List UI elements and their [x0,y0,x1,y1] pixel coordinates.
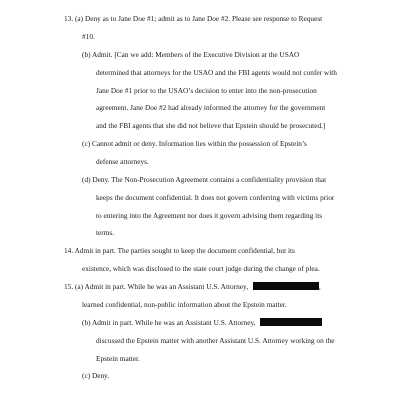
item-13d-cont-1: keeps the document confidential. It does not govern conferring with victims prior [96,193,335,202]
item-14-cont: existence, which was disclosed to the state court judge during the change of plea. [82,264,320,273]
item-13b-cont-3: agreement. Jane Doe #2 had already informed the attorney for the government [96,103,326,112]
item-15b-cont-1: discussed the Epstein matter with another Assistant U.S. Attorney working on the [96,336,335,345]
redaction-box [253,282,319,290]
item-15b [82,318,322,327]
item-13b: (b) Admit. [Can we add: Members of the Executive Division at the USAO [82,50,300,59]
item-13d: (d) Deny. The Non-Prosecution Agreement contains a confidentiality provision that [82,175,327,184]
item-13a-cont: #10. [82,32,95,41]
item-13d-cont-3: terms. [96,228,115,237]
item-15a-text: 15. (a) Admit in part. While he was an Assistant U.S. Attorney, [64,282,249,291]
redaction-box [260,318,322,326]
item-15b-cont-2: Epstein matter. [96,354,140,363]
item-13b-cont-1: determined that attorneys for the USAO and the FBI agents would not confer with [96,68,337,77]
item-13a: 13. (a) Deny as to Jane Doe #1; admit as to Jane Doe #2. Please see response to Request [64,14,323,23]
item-15a [64,282,321,291]
item-15c: (c) Deny. [82,371,110,380]
item-15a-comma: , [318,282,321,291]
item-13b-cont-4: and the FBI agents that she did not believe that Epstein should be prosecuted.] [96,121,326,130]
item-13b-cont-2: Jane Doe #1 prior to the USAO’s decision to enter into the non-prosecution [96,86,317,95]
item-14: 14. Admit in part. The parties sought to keep the document confidential, but its [64,246,295,255]
item-15a-cont: learned confidential, non-public information about the Epstein matter. [82,300,287,309]
item-13c-cont: defense attorneys. [96,157,149,166]
item-13c: (c) Cannot admit or deny. Information lies within the possession of Epstein’s [82,139,307,148]
item-13d-cont-2: to entering into the Agreement nor does it govern advising them regarding its [96,211,323,220]
item-15b-text: (b) Admit in part. While he was an Assistant U.S. Attorney, [82,318,256,327]
